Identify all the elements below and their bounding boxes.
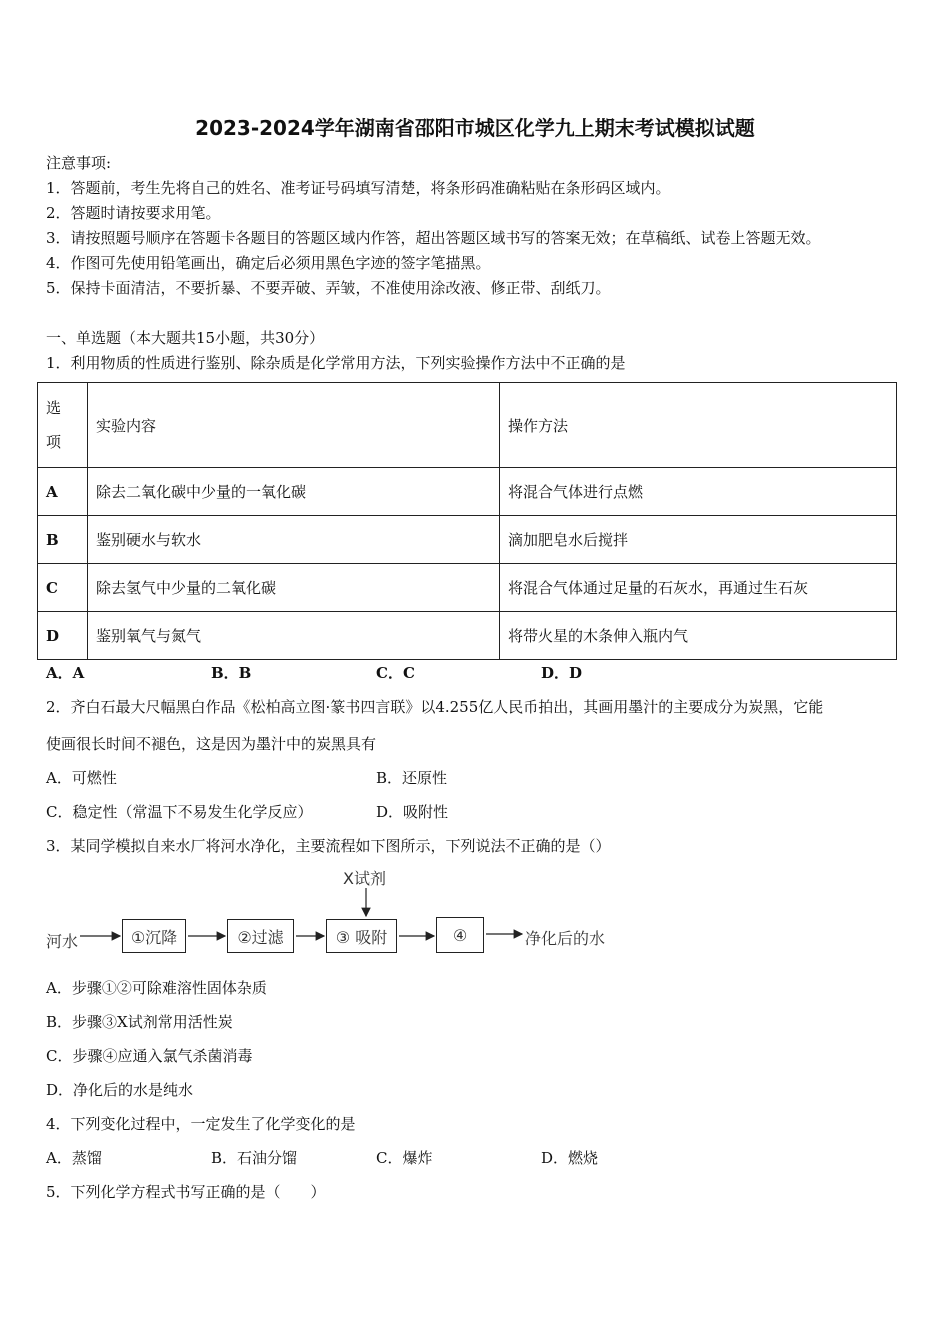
q1-choice-c[interactable]: C．C [376, 664, 415, 682]
q4-choice-d[interactable]: D．燃烧 [541, 1149, 599, 1167]
step-filtration: ②过滤 [227, 919, 294, 953]
row-option: A [38, 468, 88, 516]
q2-stem-line2: 使画很长时间不褪色，这是因为墨汁中的炭黑具有 [46, 735, 377, 753]
q4-choice-a[interactable]: A．蒸馏 [46, 1149, 102, 1167]
row-method: 将混合气体通过足量的石灰水，再通过生石灰 [500, 564, 897, 612]
notice-heading: 注意事项: [46, 154, 112, 172]
q2-stem-line1: 2．齐白石最大尺幅黑白作品《松柏高立图·篆书四言联》以4.255亿人民币拍出，其画用墨汁的主要成分为炭黑，它能 [46, 698, 824, 716]
q3-choice-b[interactable]: B．步骤③X试剂常用活性炭 [46, 1013, 233, 1031]
exam-title: 2023-2024学年湖南省邵阳市城区化学九上期末考试模拟试题 [195, 116, 755, 140]
reagent-label: X试剂 [343, 869, 386, 888]
row-content: 鉴别硬水与软水 [88, 516, 500, 564]
step-four: ④ [436, 917, 484, 953]
q2-choice-b[interactable]: B．还原性 [376, 769, 448, 787]
header-option [38, 383, 88, 468]
flow-arrows [0, 860, 950, 970]
q2-choice-d[interactable]: D．吸附性 [376, 803, 449, 821]
q1-choice-b[interactable]: B．B [211, 664, 252, 682]
q1-choice-a[interactable]: A．A [46, 664, 85, 682]
row-option: D [38, 612, 88, 660]
q1-table [37, 382, 897, 660]
table-row [38, 468, 897, 516]
row-content: 除去氢气中少量的二氧化碳 [88, 564, 500, 612]
table-row [38, 564, 897, 612]
header-content: 实验内容 [88, 383, 500, 468]
source-label: 河水 [46, 932, 79, 951]
q4-stem: 4．下列变化过程中，一定发生了化学变化的是 [46, 1115, 356, 1133]
q3-choice-c[interactable]: C．步骤④应通入氯气杀菌消毒 [46, 1047, 253, 1065]
notice-item-1: 1．答题前，考生先将自己的姓名、准考证号码填写清楚，将条形码准确粘贴在条形码区域内。 [46, 179, 671, 197]
row-method: 将带火星的木条伸入瓶内气 [500, 612, 897, 660]
q4-choice-b[interactable]: B．石油分馏 [211, 1149, 298, 1167]
row-option: C [38, 564, 88, 612]
header-option-line1: 选 [46, 399, 62, 417]
row-content: 鉴别氧气与氮气 [88, 612, 500, 660]
q4-choice-c[interactable]: C．爆炸 [376, 1149, 433, 1167]
notice-item-2: 2．答题时请按要求用笔。 [46, 204, 221, 222]
section-heading: 一、单选题（本大题共15小题，共30分） [46, 329, 325, 347]
header-option-line2: 项 [46, 433, 62, 451]
q3-stem: 3．某同学模拟自来水厂将河水净化，主要流程如下图所示，下列说法不正确的是（） [46, 837, 611, 855]
q2-choice-a[interactable]: A．可燃性 [46, 769, 117, 787]
notice-item-4: 4．作图可先使用铅笔画出，确定后必须用黑色字迹的签字笔描黑。 [46, 254, 491, 272]
q1-stem: 1．利用物质的性质进行鉴别、除杂质是化学常用方法，下列实验操作方法中不正确的是 [46, 354, 626, 372]
output-label: 净化后的水 [525, 929, 606, 948]
table-header-row [38, 383, 897, 468]
row-method: 滴加肥皂水后搅拌 [500, 516, 897, 564]
table-row [38, 612, 897, 660]
q3-choice-d[interactable]: D．净化后的水是纯水 [46, 1081, 194, 1099]
q3-choice-a[interactable]: A．步骤①②可除难溶性固体杂质 [46, 979, 267, 997]
step-adsorption: ③ 吸附 [326, 919, 397, 953]
q1-choice-d[interactable]: D．D [541, 664, 583, 682]
q5-stem: 5．下列化学方程式书写正确的是（ ） [46, 1183, 326, 1201]
q2-choice-c[interactable]: C．稳定性（常温下不易发生化学反应） [46, 803, 313, 821]
row-option: B [38, 516, 88, 564]
row-content: 除去二氧化碳中少量的一氧化碳 [88, 468, 500, 516]
notice-item-5: 5．保持卡面清洁，不要折暴、不要弄破、弄皱，不准使用涂改液、修正带、刮纸刀。 [46, 279, 611, 297]
header-method: 操作方法 [500, 383, 897, 468]
step-sedimentation: ①沉降 [122, 919, 186, 953]
notice-item-3: 3．请按照题号顺序在答题卡各题目的答题区域内作答，超出答题区域书写的答案无效；在草稿纸、试卷上答题无效。 [46, 229, 821, 247]
table-row [38, 516, 897, 564]
row-method: 将混合气体进行点燃 [500, 468, 897, 516]
